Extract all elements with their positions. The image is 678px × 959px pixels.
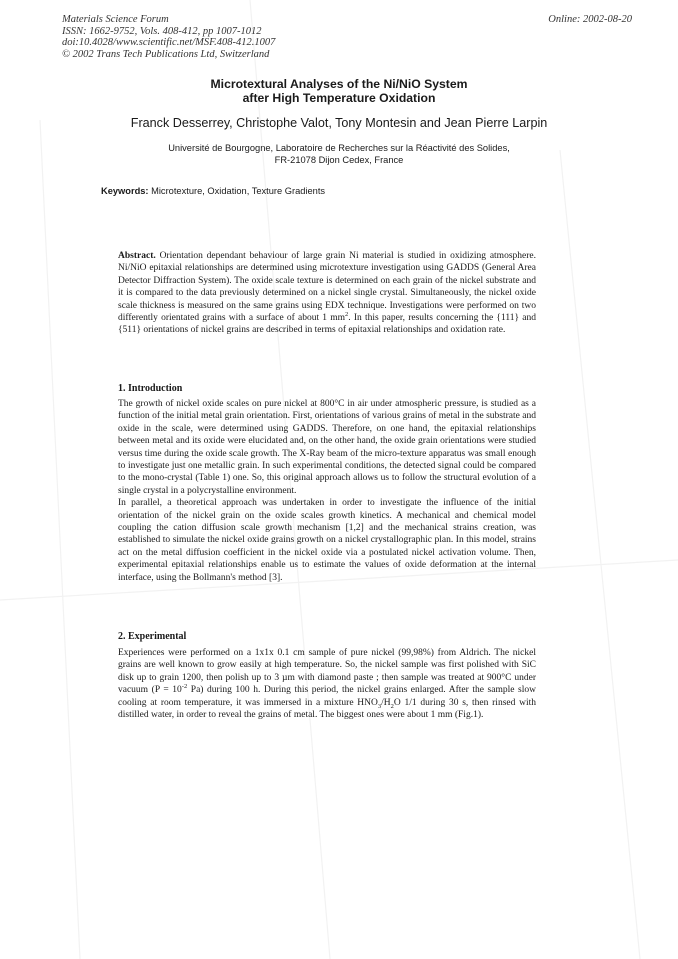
copyright-line: © 2002 Trans Tech Publications Ltd, Switzerland (62, 48, 270, 60)
intro-paragraph-2: In parallel, a theoretical approach was undertaken in order to investigate the influence of the initial orientation of the nickel grain on the oxide scales growth kinetics. A mechanical and chemical model coupling the cation diffusion scale growth mechanism [1,2] and the mechanical strains creation, was established to simulate the nickel oxide grains growth on a nickel crystallographic plan. In this model, strains act on the metal diffusion coefficient in the nickel oxide via a postulated nickel activation volume. Then, experimental epitaxial relationships enable us to estimate the values of oxide deformation at the internal interface, using the Bollmann's method [3]. (118, 498, 536, 583)
exp-superscript: -2 (181, 683, 188, 691)
keywords-text: Microtexture, Oxidation, Texture Gradients (148, 186, 326, 196)
exp-subscript-2: 2 (390, 702, 394, 710)
affiliation (0, 142, 678, 166)
exp-text-3: /H (381, 697, 391, 708)
abstract-superscript: 2 (345, 310, 349, 318)
keywords (101, 186, 325, 196)
exp-text-4: O 1/1 during 30 s, then rinsed with distilled water, in order to reveal the grains of metal. The biggest ones were about 1 mm (Fig.1). (118, 697, 536, 721)
online-date: Online: 2002-08-20 (548, 14, 632, 25)
abstract-label: Abstract. (118, 251, 156, 261)
keywords-label: Keywords: (101, 186, 149, 196)
section-heading-introduction: 1. Introduction (118, 383, 183, 394)
abstract-text-1: Orientation dependant behaviour of large grain Ni material is studied in oxidizing atmosphere. Ni/NiO epitaxial relationships are determined using microtexture investigation using GADDS (General Area Detector Diffraction System). The oxide scale texture is determined on each grain of the nickel substrate and it is compared to the data previously determined on a nickel single crystal. Simultaneously, the nickel oxide scale thickness is measured on the same grains using EDX technique. Investigations were performed on two differently orientated grains with a surface of about 1 mm (118, 251, 536, 324)
doi-link[interactable]: doi:10.4028/www.scientific.net/MSF.408-412.1007 (62, 37, 276, 49)
abstract-paragraph (118, 250, 536, 337)
author-list: Franck Desserrey, Christophe Valot, Tony Montesin and Jean Pierre Larpin (130, 116, 548, 130)
intro-paragraph-1: The growth of nickel oxide scales on pure nickel at 800°C in air under atmospheric pressure, is studied as a function of the initial metal grain orientation. First, orientations of various grains of metal in the substrate and oxide in the scale, were determined using GADDS. Therefore, on one hand, the epitaxial relationships between metal and its oxide were elucidated and, on the other hand, the oxide grain orientations were studied versus time during the oxide scale growth. The X-Ray beam of the micro-texture apparatus was small enough to investigate just one metallic grain. In such experimental conditions, the detected signal could be compared to the mono-crystal (Table 1) one. So, this original approach allows us to follow the structural evolution of a single crystal in a polycrystalline environment. (118, 399, 536, 496)
title-line-2: after High Temperature Oxidation (242, 91, 436, 105)
journal-name: Materials Science Forum (62, 14, 169, 25)
title-line-1: Microtextural Analyses of the Ni/NiO System (210, 77, 468, 91)
issn-line: ISSN: 1662-9752, Vols. 408-412, pp 1007-1012 (62, 25, 262, 37)
abstract-text-2: . In this paper, results concerning the {111} and {511} orientations of nickel grains are described in terms of epitaxial relationships and oxidation rate. (118, 313, 536, 336)
affiliation-line-1: Université de Bourgogne, Laboratoire de Recherches sur la Réactivité des Solides, (168, 143, 510, 153)
affiliation-line-2: FR-21078 Dijon Cedex, France (274, 155, 404, 165)
introduction-section (118, 398, 536, 584)
journal-header (62, 14, 275, 60)
paper-title (0, 77, 678, 105)
experimental-paragraph (118, 647, 536, 721)
exp-text-1: Experiences were performed on a 1x1x 0.1 cm sample of pure nickel (99,98%) from Aldrich. The nickel grains are well known to grow easily at high temperature. So, the nickel sample was first polished with SiC disk up to grain 1200, then polish up to 3 µm with diamond paste ; then sample was treated at 900°C under vacuum (P = 10 (118, 648, 536, 696)
section-heading-experimental: 2. Experimental (118, 631, 187, 642)
exp-subscript-1: 3 (377, 702, 382, 710)
exp-text-2: Pa) during 100 h. During this period, the nickel grains enlarged. After the sample slow cooling at room temperature, it was immersed in a mixture HNO (118, 685, 536, 708)
